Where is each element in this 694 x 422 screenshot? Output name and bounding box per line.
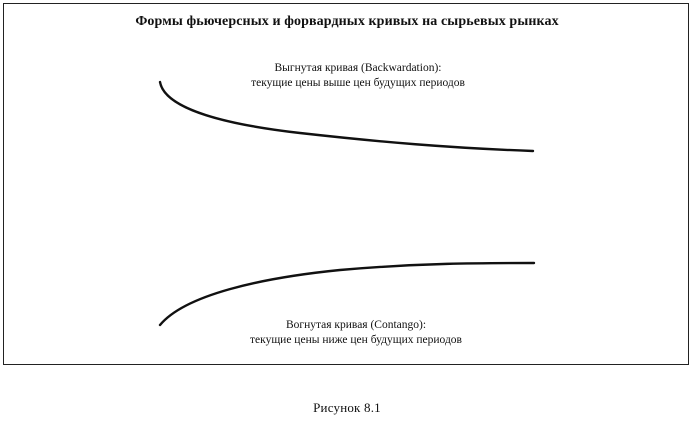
backwardation-curve	[160, 82, 533, 151]
backwardation-caption-line1: Выгнутая кривая (Backwardation):	[274, 62, 442, 74]
figure-label: Рисунок 8.1	[313, 400, 381, 415]
contango-curve	[160, 263, 534, 325]
backwardation-caption-line2: текущие цены выше цен будущих периодов	[251, 77, 465, 89]
diagram-title: Формы фьючерсных и форвардных кривых на сырьевых рынках	[135, 14, 559, 29]
contango-caption-line1: Вогнутая кривая (Contango):	[285, 319, 427, 331]
contango-caption-line2: текущие цены ниже цен будущих периодов	[250, 334, 462, 346]
contango-caption	[226, 318, 486, 348]
